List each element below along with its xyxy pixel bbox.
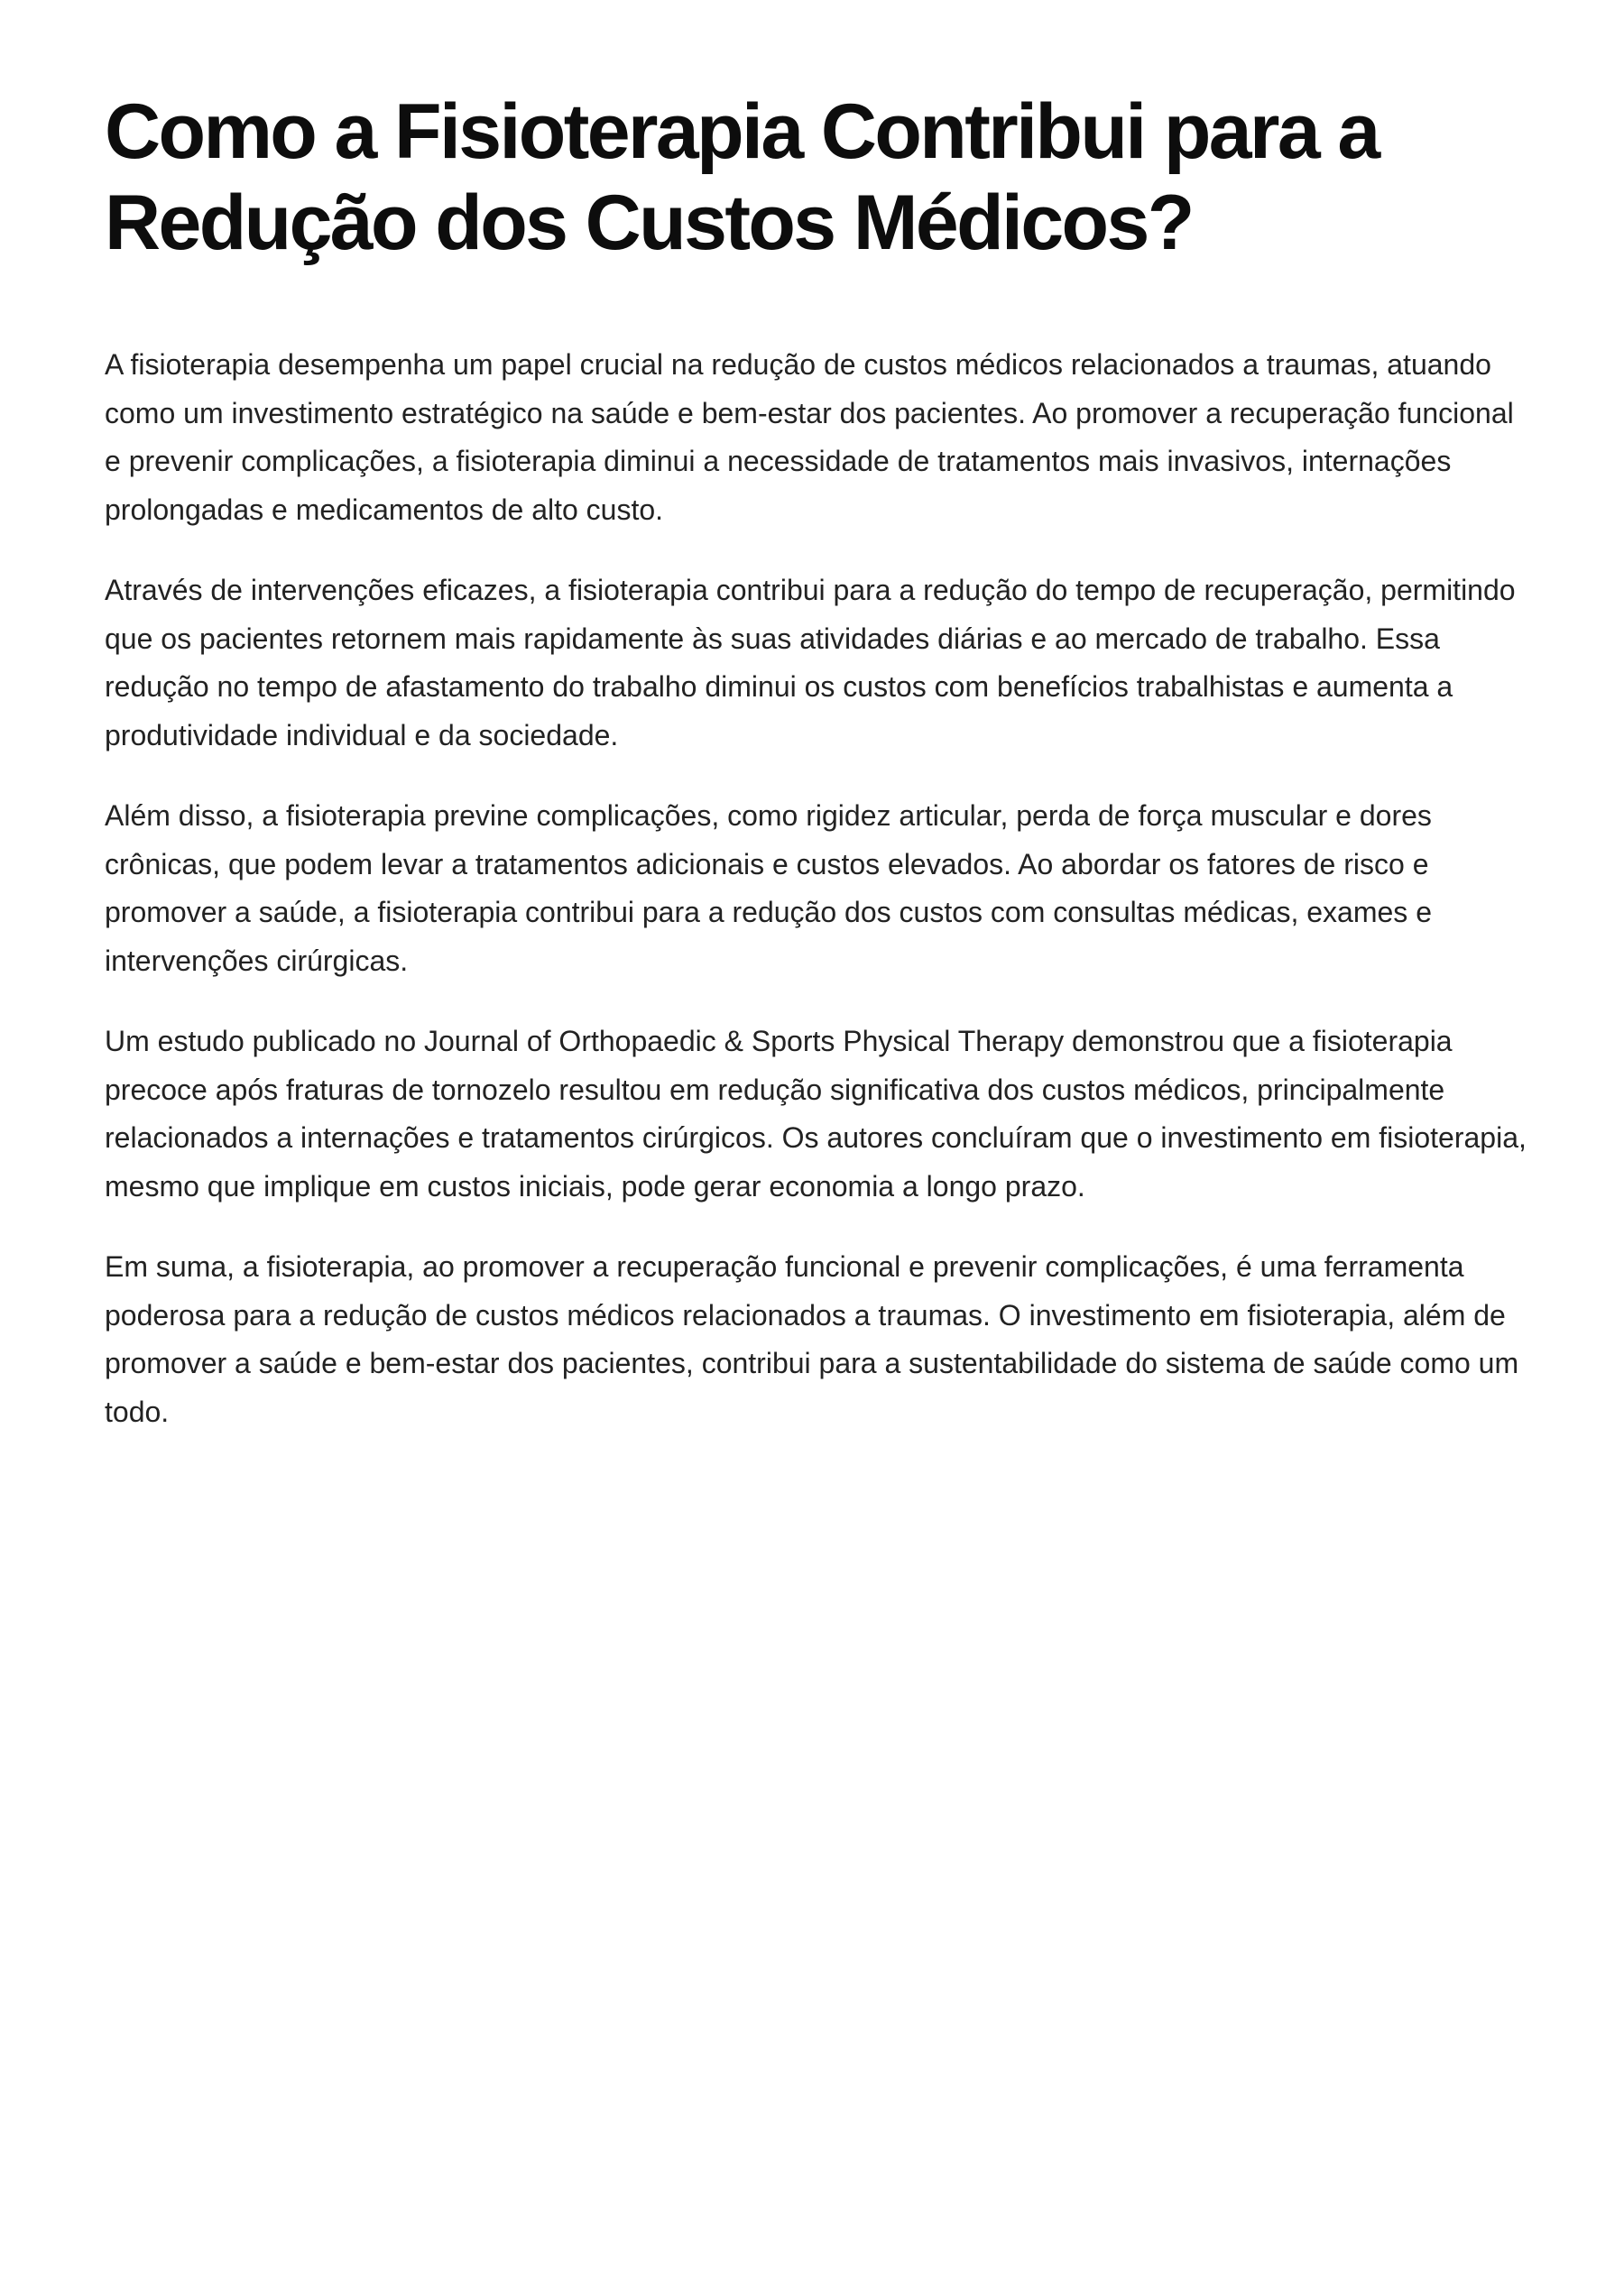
paragraph-conclusion: Em suma, a fisioterapia, ao promover a recuperação funcional e prevenir complicações, é uma ferramenta poderosa para a redução de custos médicos relacionados a traumas. O investimento em fisioterapia, além de promover a saúde e bem-estar dos pacientes, contribui para a sustentabilidade do sistema de saúde como um todo.: [105, 1250, 1519, 1428]
paragraph-intro: A fisioterapia desempenha um papel crucial na redução de custos médicos relacionados a traumas, atuando como um investimento estratégico na saúde e bem-estar dos pacientes. Ao promover a recuperação funcional e prevenir complicações, a fisioterapia diminui a necessidade de tratamentos mais invasivos, internações prolongadas e medicamentos de alto custo.: [105, 348, 1514, 526]
page-title: Como a Fisioterapia Contribui para a Redução dos Custos Médicos?: [105, 88, 1379, 266]
paragraph-complications: Além disso, a fisioterapia previne complicações, como rigidez articular, perda de força muscular e dores crônicas, que podem levar a tratamentos adicionais e custos elevados. Ao abordar os fatores de risco e promover a saúde, a fisioterapia contribui para a redução dos custos com consultas médicas, exames e intervenções cirúrgicas.: [105, 799, 1432, 977]
paragraph-study: Um estudo publicado no Journal of Orthopaedic & Sports Physical Therapy demonstrou que a fisioterapia precoce após fraturas de tornozelo resultou em redução significativa dos custos médicos, principalmente relacionados a internações e tratamentos cirúrgicos. Os autores concluíram que o investimento em fisioterapia, mesmo que implique em custos iniciais, pode gerar economia a longo prazo.: [105, 1025, 1527, 1203]
document-page: [105, 87, 1530, 1469]
paragraph-recovery-time: Através de intervenções eficazes, a fisioterapia contribui para a redução do tempo de recuperação, permitindo que os pacientes retornem mais rapidamente às suas atividades diárias e ao mercado de trabalho. Essa redução no tempo de afastamento do trabalho diminui os custos com benefícios trabalhistas e aumenta a produtividade individual e da sociedade.: [105, 574, 1516, 751]
